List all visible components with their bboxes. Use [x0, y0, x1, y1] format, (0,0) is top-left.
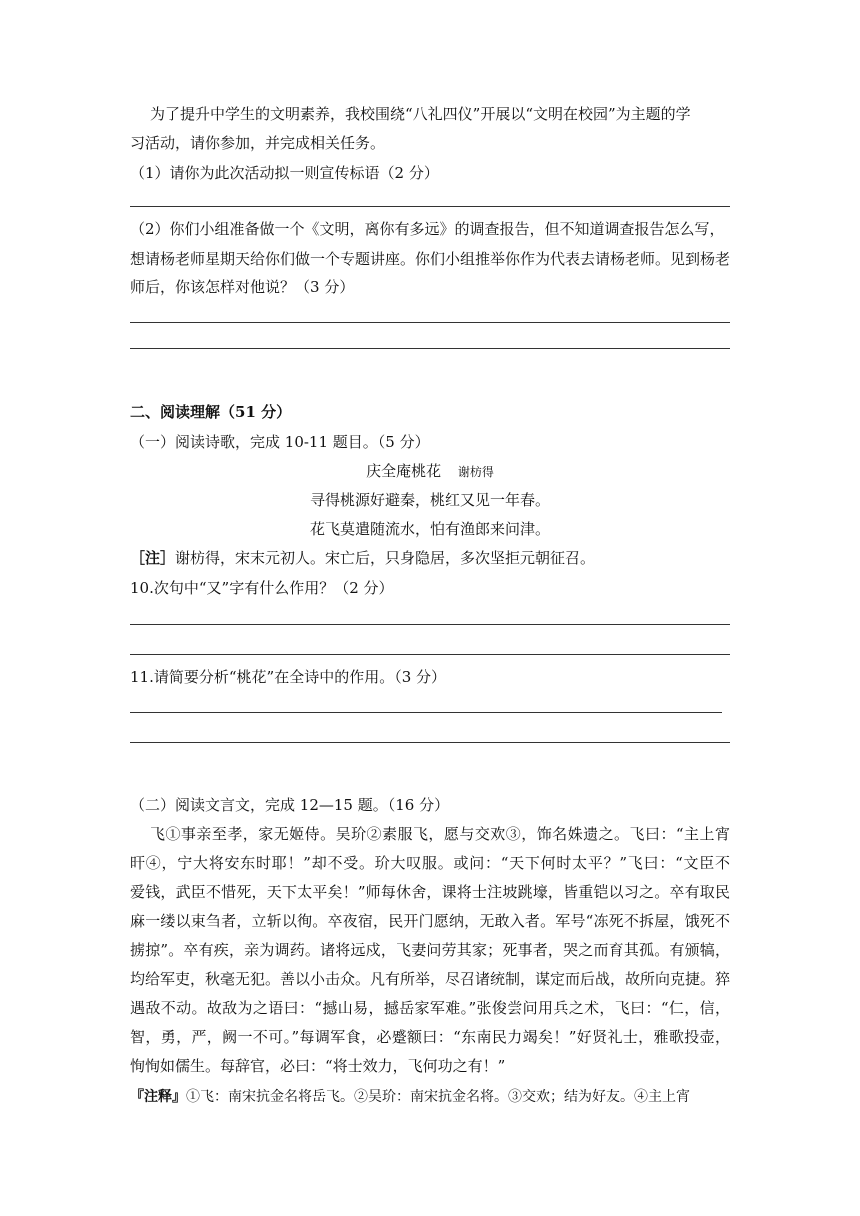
- question-2-line-3: 师后，你该怎样对他说？（3 分）: [130, 278, 355, 296]
- poem-line-2: 花飞莫遣随流水，怕有渔郎来问津。: [309, 520, 550, 538]
- answer-line: [130, 322, 730, 323]
- passage-line: 麻一缕以束刍者，立斩以徇。卒夜宿，民开门愿纳，无敢入者。军号“冻死不拆屋，饿死不: [130, 912, 730, 930]
- answer-line: [130, 348, 730, 349]
- part-1-heading: （一）阅读诗歌，完成 10-11 题目。（5 分）: [130, 433, 430, 451]
- annotation-text: ①飞：南宋抗金名将岳飞。②吴玠：南宋抗金名将。③交欢；结为好友。④主上宵: [186, 1089, 690, 1105]
- question-1: （1）请你为此次活动拟一则宣传标语（2 分）: [130, 164, 439, 182]
- intro-line-1: 为了提升中学生的文明素养，我校围绕“八礼四仪”开展以“文明在校园”为主题的学: [150, 105, 691, 123]
- passage-line: 旰④，宁大将安东时耶！”却不受。玠大叹服。或问：“天下何时太平？”飞曰：“文臣不: [130, 854, 730, 872]
- passage-line: 爱钱，武臣不惜死，天下太平矣！”师每休舍，课将士注坡跳壕，皆重铠以习之。卒有取民: [130, 883, 730, 901]
- answer-line: [130, 712, 722, 713]
- part-2-heading: （二）阅读文言文，完成 12—15 题。（16 分）: [130, 796, 450, 814]
- passage-line: 飞①事亲至孝，家无姬侍。吴玠②素服飞，愿与交欢③，饰名姝遗之。飞曰：“主上宵: [150, 825, 730, 843]
- answer-line: [130, 206, 730, 207]
- passage-line: 智，勇，严，阙一不可。”每调军食，必蹙额曰：“东南民力竭矣！”好贤礼士，雅歌投壶，: [130, 1028, 730, 1046]
- poem-author: 谢枋得: [457, 465, 494, 479]
- poem-line-1: 寻得桃源好避秦，桃红又见一年春。: [309, 491, 550, 509]
- passage-line: 掳掠”。卒有疾，亲为调药。诸将远戍，飞妻问劳其家；死事者，哭之而育其孤。有颁犒，: [130, 941, 730, 959]
- answer-line: [130, 624, 730, 625]
- answer-line: [130, 654, 730, 655]
- note-label: ［注］: [130, 549, 176, 567]
- question-10: 10.次句中“又”字有什么作用？（2 分）: [130, 579, 394, 597]
- passage-line: 恂恂如儒生。每辞官，必曰：“将士效力，飞何功之有！”: [130, 1057, 506, 1075]
- section-heading: 二、阅读理解（51 分）: [130, 403, 292, 421]
- poem-title: 庆全庵桃花: [366, 462, 442, 480]
- passage-line: 遇敌不动。故敌为之语曰：“撼山易，撼岳家军难。”张俊尝问用兵之术，飞曰：“仁，信，: [130, 999, 730, 1017]
- question-2-line-1: （2）你们小组准备做一个《文明，离你有多远》的调查报告，但不知道调查报告怎么写，: [130, 220, 725, 238]
- poem-note: [130, 548, 730, 568]
- intro-line-2: 习活动，请你参加，并完成相关任务。: [130, 134, 386, 152]
- poem-title-line: [130, 461, 730, 482]
- note-text: 谢枋得，宋末元初人。宋亡后，只身隐居，多次坚拒元朝征召。: [175, 549, 596, 567]
- question-2-line-2: 想请杨老师星期天给你们做一个专题讲座。你们小组推举你作为代表去请杨老师。见到杨老: [130, 250, 731, 268]
- annotation: [130, 1087, 730, 1107]
- passage-line: 均给军吏，秋毫无犯。善以小击众。凡有所举，尽召诸统制，谋定而后战，故所向克捷。猝: [130, 970, 731, 988]
- annotation-label: 『注释』: [130, 1089, 186, 1105]
- answer-line: [130, 742, 730, 743]
- question-11: 11.请简要分析“桃花”在全诗中的作用。（3 分）: [130, 668, 447, 686]
